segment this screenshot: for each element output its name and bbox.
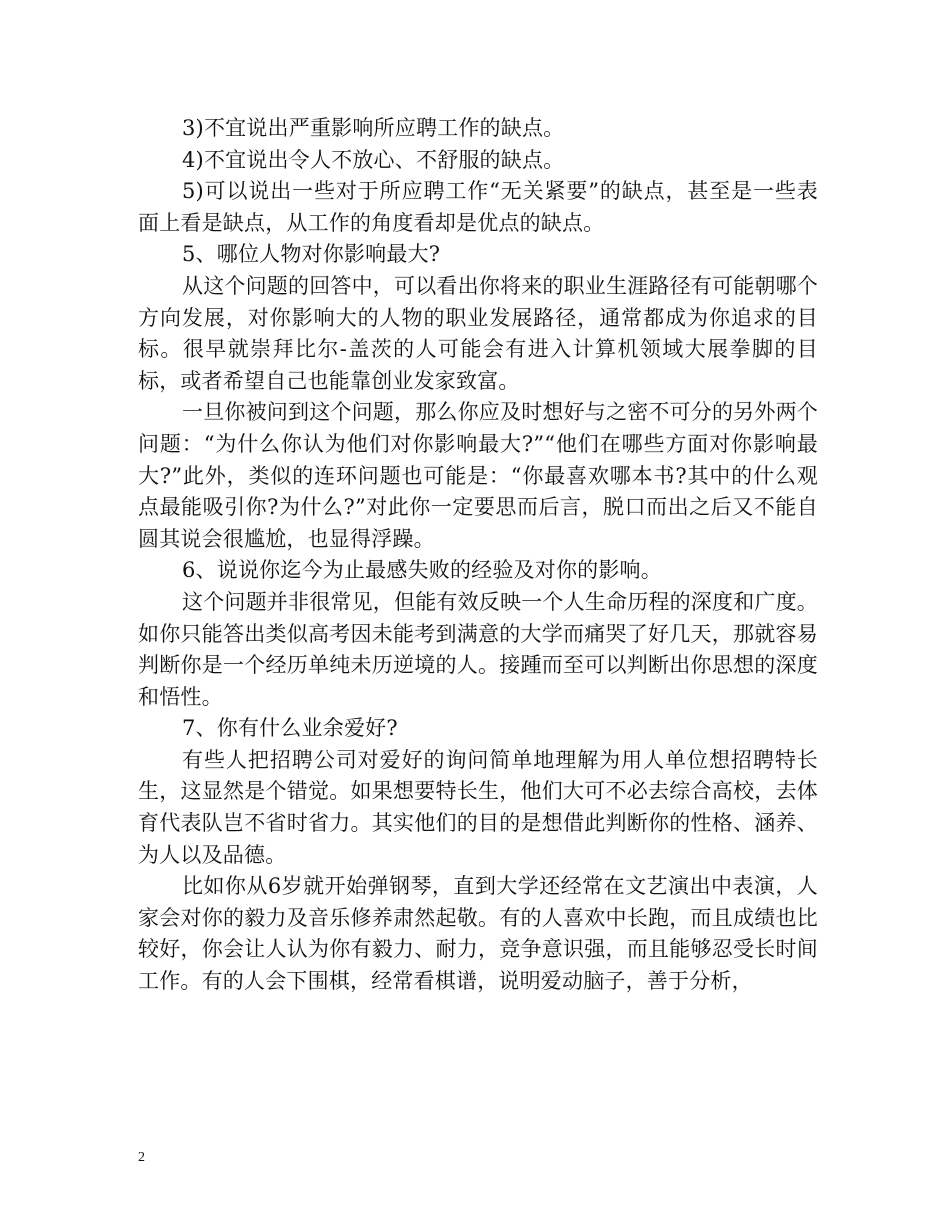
paragraph: 一旦你被问到这个问题，那么你应及时想好与之密不可分的另外两个问题：“为什么你认为他们对你影响最大?”“他们在哪些方面对你影响最大?”此外，类似的连环问题也可能是：“你最喜欢哪本书?其中的什么观点最能吸引你?为什么?”对此你一定要思而后言，脱口而出之后又不能自圆其说会很尴尬，也显得浮躁。: [138, 400, 818, 551]
paragraph: 比如你从6岁就开始弹钢琴，直到大学还经常在文艺演出中表演，人家会对你的毅力及音乐修养肃然起敬。有的人喜欢中长跑，而且成绩也比较好，你会让人认为你有毅力、耐力，竞争意识强，而且能够忍受长时间工作。有的人会下围棋，经常看棋谱，说明爱动脑子，善于分析，: [138, 874, 818, 994]
question-heading-7: 7、你有什么业余爱好?: [182, 716, 398, 741]
paragraph: 有些人把招聘公司对爱好的询问简单地理解为用人单位想招聘特长生，这显然是个错觉。如果想要特长生，他们大可不必去综合高校，去体育代表队岂不省时省力。其实他们的目的是想借此判断你的性格、涵养、为人以及品德。: [138, 747, 818, 867]
question-heading-6: 6、说说你迄今为止最感失败的经验及对你的影响。: [182, 558, 662, 583]
page-body: [138, 113, 818, 998]
paragraph-item-3: 3)不宜说出严重影响所应聘工作的缺点。: [182, 116, 565, 140]
question-heading-5: 5、哪位人物对你影响最大?: [182, 242, 441, 267]
paragraph: 这个问题并非很常见，但能有效反映一个人生命历程的深度和广度。如你只能答出类似高考因未能考到满意的大学而痛哭了好几天，那就容易判断你是一个经历单纯未历逆境的人。接踵而至可以判断出你思想的深度和悟性。: [138, 589, 818, 709]
paragraph: 从这个问题的回答中，可以看出你将来的职业生涯路径有可能朝哪个方向发展，对你影响大的人物的职业发展路径，通常都成为你追求的目标。很早就崇拜比尔-盖茨的人可能会有进入计算机领域大展拳脚的目标，或者希望自己也能靠创业发家致富。: [138, 273, 818, 393]
paragraph-item-4: 4)不宜说出令人不放心、不舒服的缺点。: [182, 147, 565, 172]
page-number: 2: [138, 1150, 145, 1165]
paragraph-item-5: 5)可以说出一些对于所应聘工作“无关紧要”的缺点，甚至是一些表面上看是缺点，从工作的角度看却是优点的缺点。: [138, 179, 818, 235]
